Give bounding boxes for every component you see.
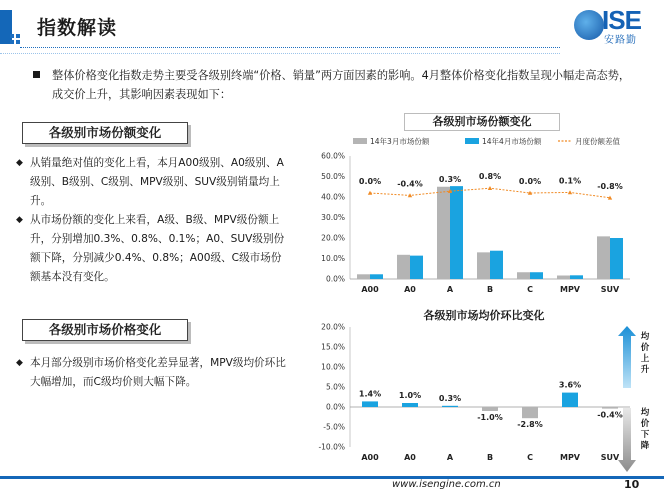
- chart2-y-axis: [318, 323, 630, 452]
- chart1-x-tick-label: A00: [361, 285, 379, 294]
- arrow-up-icon: [618, 326, 636, 388]
- price-data-label: -2.8%: [517, 420, 543, 430]
- brand-logo: [572, 5, 658, 46]
- chart2-y-tick-label: 5.0%: [325, 382, 345, 392]
- chart1-x-tick-label: A: [446, 285, 454, 294]
- bar-price-A0: [402, 403, 418, 407]
- bar-march-SUV: [597, 236, 610, 279]
- chart2-y-tick-label: 20.0%: [321, 322, 345, 332]
- bar-march-MPV: [557, 276, 570, 279]
- bar-price-A: [442, 406, 458, 407]
- market-share-bullet-1: ◆ 从销量绝对值的变化上看，本月A00级别、A0级别、A级别、B级别、C级别、MPV级别、SUV级别销量均上升。: [16, 154, 286, 211]
- chart2-x-tick-label: B: [486, 453, 494, 462]
- chart2-y-tick-label: -5.0%: [323, 422, 345, 432]
- bar-march-A00: [357, 274, 370, 279]
- bar-april-C: [530, 272, 543, 279]
- price-change-chart: [300, 320, 640, 470]
- bar-price-A00: [362, 401, 378, 407]
- chart2-x-tick-label: C: [527, 453, 533, 462]
- chart1-y-tick-label: 20.0%: [321, 233, 345, 243]
- bar-april-A00: [370, 274, 383, 279]
- bar-price-C: [522, 407, 538, 418]
- logo-subtitle: 安路勤: [604, 35, 637, 46]
- market-share-bullets: [16, 154, 286, 287]
- market-share-chart: [300, 132, 640, 304]
- chart1-x-tick-label: C: [527, 285, 533, 294]
- bar-april-A0: [410, 256, 423, 279]
- chart1-x-tick-label: A0: [404, 285, 416, 294]
- bar-march-B: [477, 252, 490, 279]
- price-data-label: 1.4%: [358, 389, 382, 399]
- section-market-share-label: 各级别市场份额变化: [22, 122, 188, 144]
- diff-data-label: 0.3%: [438, 175, 462, 185]
- bar-april-B: [490, 251, 503, 279]
- chart1-legend: [353, 136, 620, 146]
- logo-globe-icon: [574, 10, 604, 40]
- chart2-x-tick-label: SUV: [600, 453, 620, 462]
- price-data-label: 0.3%: [438, 393, 462, 403]
- side-label-down: 均价下降: [640, 408, 650, 451]
- chart2-x-axis: [361, 453, 620, 462]
- section-price-change-label: 各级别市场价格变化: [22, 319, 188, 341]
- intro-bullet-icon: [33, 71, 40, 78]
- chart1-y-tick-label: 40.0%: [321, 192, 345, 202]
- diff-point-MPV: [568, 190, 572, 194]
- chart2-x-tick-label: A: [446, 453, 454, 462]
- bar-april-MPV: [570, 275, 583, 279]
- chart1-bars: [357, 186, 623, 279]
- chart1-y-tick-label: 60.0%: [321, 151, 345, 161]
- legend-diff-label: 月度份额差值: [575, 137, 620, 146]
- footer-url: www.isengine.com.cn: [392, 479, 501, 490]
- logo-text: ISE: [602, 5, 641, 35]
- legend-march-swatch: [353, 138, 367, 144]
- price-data-label: -1.0%: [477, 413, 503, 422]
- price-change-bullets: [16, 354, 286, 392]
- arrow-down-icon: [618, 408, 636, 472]
- chart1-x-axis: [361, 285, 620, 294]
- chart1-y-tick-label: 10.0%: [321, 254, 345, 263]
- chart1-diff-line: [359, 172, 623, 199]
- bar-march-A: [437, 187, 450, 279]
- diff-point-B: [488, 186, 492, 190]
- diff-data-label: -0.8%: [597, 181, 623, 191]
- chart2-y-tick-label: -10.0%: [318, 442, 345, 452]
- chart1-x-tick-label: MPV: [559, 285, 581, 294]
- footer-bar: [0, 476, 664, 479]
- bar-price-B: [482, 407, 498, 411]
- legend-april-label: 14年4月市场份额: [482, 137, 542, 146]
- chart2-x-tick-label: A0: [404, 453, 416, 462]
- chart1-x-tick-label: SUV: [600, 285, 620, 294]
- diff-data-label: 0.1%: [558, 176, 582, 186]
- diff-data-label: -0.4%: [397, 179, 423, 189]
- chart1-y-axis: [321, 152, 630, 284]
- side-label-up: 均价上升: [640, 332, 650, 375]
- legend-april-swatch: [465, 138, 479, 144]
- bar-april-SUV: [610, 238, 623, 279]
- chart1-y-tick-label: 30.0%: [321, 213, 345, 222]
- diff-data-label: 0.0%: [358, 177, 382, 186]
- chart1-y-tick-label: 50.0%: [321, 172, 345, 181]
- legend-march-label: 14年3月市场份额: [370, 137, 430, 146]
- price-change-bullet-1: ◆ 本月部分级别市场价格变化差异显著，MPV级均价环比大幅增加，而C级均价则大幅下降。: [16, 354, 286, 392]
- chart2-y-tick-label: 15.0%: [321, 342, 345, 352]
- market-share-bullet-2: ◆ 从市场份额的变化上来看，A级、B级、MPV级份额上升，分别增加0.3%、0.8%、0.1%；A0、SUV级别份额下降，分别减少0.4%、0.8%；A00级、C级市场份额基本没有变化。: [16, 211, 286, 287]
- chart1-x-tick-label: B: [486, 285, 494, 294]
- price-data-label: -0.4%: [597, 410, 623, 420]
- chart2-x-tick-label: MPV: [559, 453, 581, 462]
- chart2-bars: [359, 381, 623, 430]
- header-divider: [20, 47, 560, 48]
- page-title: 指数解读: [37, 17, 118, 39]
- chart2-x-tick-label: A00: [361, 453, 379, 462]
- price-data-label: 3.6%: [558, 380, 582, 390]
- diff-data-label: 0.0%: [518, 177, 542, 186]
- diff-data-label: 0.8%: [478, 172, 502, 182]
- bar-april-A: [450, 186, 463, 279]
- bar-march-A0: [397, 255, 410, 279]
- intro-text: 整体价格变化指数走势主要受各级别终端“价格、销量”两方面因素的影响。4月整体价格变化指数呈现小幅走高态势，成交价上升，其影响因素表现如下：: [52, 69, 631, 101]
- chart2-y-tick-label: 10.0%: [321, 362, 345, 372]
- chart2-title: 各级别市场均价环比变化: [423, 309, 545, 322]
- chart2-y-tick-label: 0.0%: [325, 402, 345, 412]
- chart1-y-tick-label: 0.0%: [325, 274, 345, 284]
- header-divider-secondary: [0, 53, 560, 54]
- page-number: 10: [624, 478, 640, 491]
- price-direction-arrows: [616, 326, 638, 472]
- bar-price-MPV: [562, 393, 578, 407]
- header-dots-decoration: [10, 34, 34, 48]
- chart1-title: 各级别市场份额变化: [404, 113, 560, 131]
- price-data-label: 1.0%: [398, 391, 422, 400]
- bar-march-C: [517, 272, 530, 279]
